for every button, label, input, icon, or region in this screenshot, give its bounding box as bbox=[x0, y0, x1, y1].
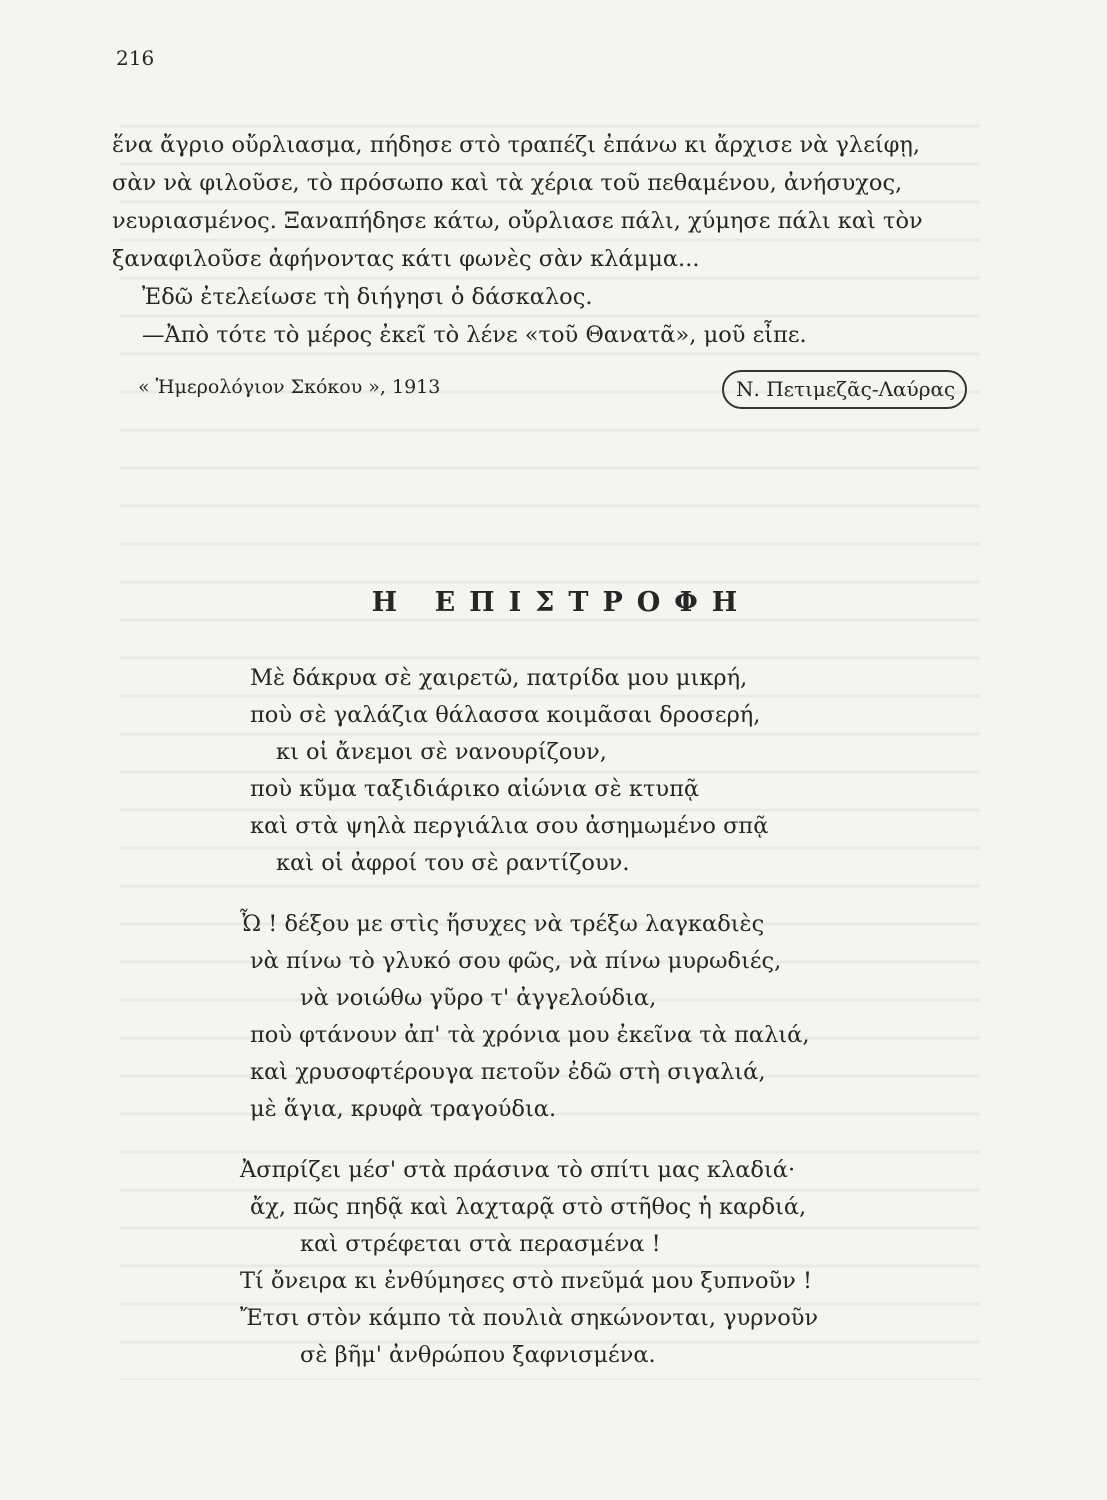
verse-line: ποὺ κῦμα ταξιδιάρικο αἰώνια σὲ κτυπᾷ bbox=[250, 776, 700, 802]
stanza bbox=[240, 660, 960, 882]
verse-line: Ἔτσι στὸν κάμπο τὰ πουλιὰ σηκώνονται, γυρνοῦν bbox=[240, 1305, 819, 1331]
verse-line: Ὦ ! δέξου με στὶς ἥσυχες νὰ τρέξω λαγκαδιὲς bbox=[240, 911, 765, 937]
verse-line: μὲ ἅγια, κρυφὰ τραγούδια. bbox=[250, 1096, 557, 1122]
poem-title: Η ΕΠΙΣΤΡΟΦΗ bbox=[371, 587, 752, 618]
prose-line: νευριασμένος. Ξαναπήδησε κάτω, οὔρλιασε πάλι, χύμησε πάλι καὶ τὸν bbox=[112, 208, 923, 234]
author-signature: Ν. Πετιμεζᾶς-Λαύρας bbox=[722, 370, 967, 409]
verse-line: νὰ νοιώθω γῦρο τ' ἀγγελούδια, bbox=[300, 985, 657, 1011]
source-citation: « Ἡμερολόγιον Σκόκου », 1913 bbox=[138, 376, 441, 398]
verse-line: καὶ στρέφεται στὰ περασμένα ! bbox=[300, 1231, 661, 1257]
prose-line: σὰν νὰ φιλοῦσε, τὸ πρόσωπο καὶ τὰ χέρια τοῦ πεθαμένου, ἀνήσυχος, bbox=[112, 170, 903, 196]
verse-line: νὰ πίνω τὸ γλυκό σου φῶς, νὰ πίνω μυρωδιές, bbox=[250, 948, 782, 974]
prose-line: Ἐδῶ ἐτελείωσε τὴ διήγησι ὁ δάσκαλος. bbox=[142, 284, 593, 310]
prose-line: —Ἀπὸ τότε τὸ μέρος ἐκεῖ τὸ λένε «τοῦ Θανατᾶ», μοῦ εἶπε. bbox=[142, 322, 807, 348]
poem bbox=[240, 660, 960, 1398]
verse-line: ἄχ, πῶς πηδᾷ καὶ λαχταρᾷ στὸ στῆθος ἡ καρδιά, bbox=[250, 1194, 807, 1220]
verse-line: ποὺ σὲ γαλάζια θάλασσα κοιμᾶσαι δροσερή, bbox=[250, 702, 761, 728]
prose-block bbox=[112, 126, 972, 354]
stanza bbox=[240, 1152, 960, 1374]
verse-line: Τί ὄνειρα κι ἐνθύμησες στὸ πνεῦμά μου ξυπνοῦν ! bbox=[240, 1268, 813, 1294]
verse-line: σὲ βῆμ' ἀνθρώπου ξαφνισμένα. bbox=[300, 1342, 656, 1368]
verse-line: καὶ χρυσοφτέρουγα πετοῦν ἐδῶ στὴ σιγαλιά, bbox=[250, 1059, 766, 1085]
stanza bbox=[240, 906, 960, 1128]
prose-line: ἕνα ἄγριο οὔρλιασμα, πήδησε στὸ τραπέζι ἐπάνω κι ἄρχισε νὰ γλείφῃ, bbox=[112, 132, 921, 158]
verse-line: ποὺ φτάνουν ἀπ' τὰ χρόνια μου ἐκεῖνα τὰ παλιά, bbox=[250, 1022, 810, 1048]
verse-line: καὶ οἱ ἀφροί του σὲ ραντίζουν. bbox=[276, 850, 630, 876]
verse-line: Ἀσπρίζει μέσ' στὰ πράσινα τὸ σπίτι μας κλαδιά· bbox=[240, 1157, 796, 1183]
verse-line: Μὲ δάκρυα σὲ χαιρετῶ, πατρίδα μου μικρή, bbox=[250, 665, 748, 691]
prose-line: ξαναφιλοῦσε ἀφήνοντας κάτι φωνὲς σὰν κλάμμα... bbox=[112, 246, 700, 272]
page-number: 216 bbox=[116, 46, 155, 70]
verse-line: καὶ στὰ ψηλὰ περγιάλια σου ἀσημωμένο σπᾷ bbox=[250, 813, 769, 839]
verse-line: κι οἱ ἄνεμοι σὲ νανουρίζουν, bbox=[276, 739, 607, 765]
